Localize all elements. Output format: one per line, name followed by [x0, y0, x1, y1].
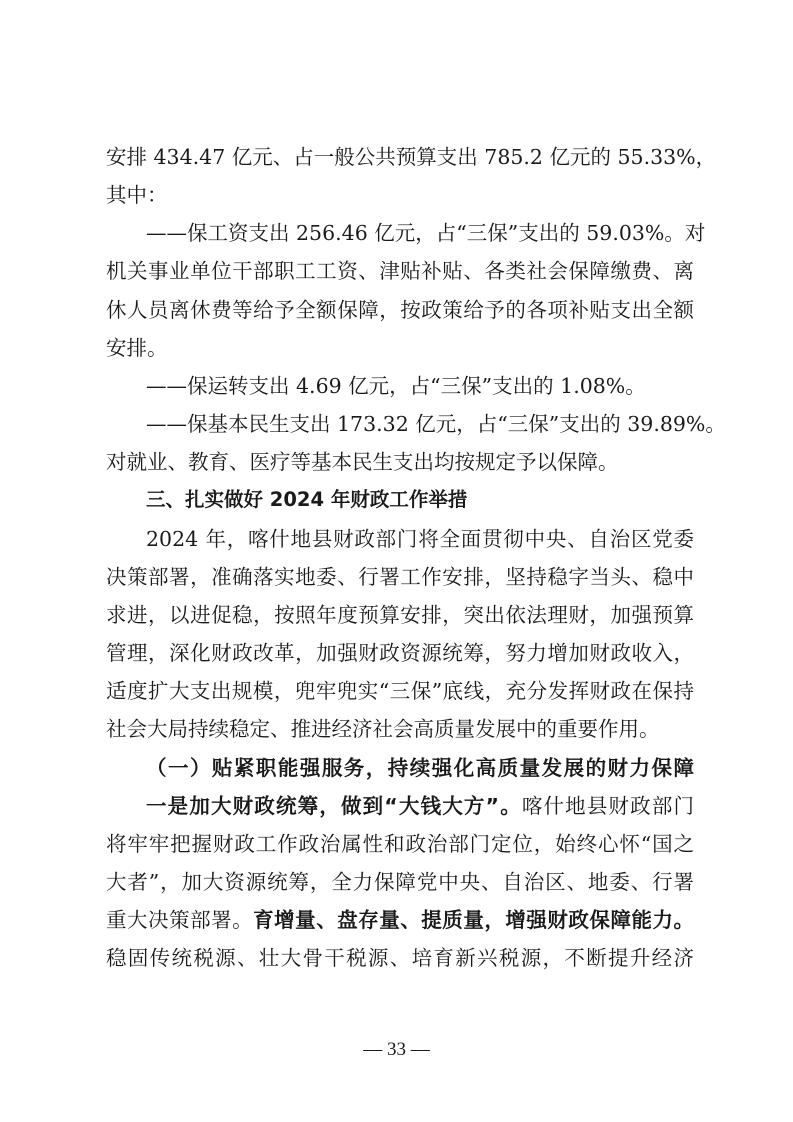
paragraph-line: 其中：: [106, 183, 168, 207]
paragraph-line: ——保工资支出 256.46 亿元，占“三保”支出的 59.03%。对: [146, 221, 706, 245]
paragraph-line: 求进，以进促稳，按照年度预算安排，突出依法理财，加强预算: [106, 603, 694, 627]
paragraph-line: 安排。: [106, 336, 168, 360]
paragraph-line: ——保运转支出 4.69 亿元，占“三保”支出的 1.08%。: [146, 374, 646, 398]
bold-lead-text: 一是加大财政统筹，做到“大钱大方”。: [146, 794, 522, 818]
paragraph-line: [146, 792, 694, 820]
paragraph-line: 适度扩大支出规模，兜牢兜实“三保”底线，充分发挥财政在保持: [106, 679, 694, 703]
paragraph-line: 2024 年，喀什地县财政部门将全面贯彻中央、自治区党委: [146, 527, 694, 551]
paragraph-line: 决策部署，准确落实地委、行署工作安排，坚持稳字当头、稳中: [106, 565, 694, 589]
paragraph-line: ——保基本民生支出 173.32 亿元，占“三保”支出的 39.89%。: [146, 412, 726, 436]
paragraph-line: 社会大局持续稳定、推进经济社会高质量发展中的重要作用。: [106, 717, 660, 741]
paragraph-line: 管理，深化财政改革，加强财政资源统筹，努力增加财政收入，: [106, 641, 694, 665]
paragraph-line: 大者”，加大资源统筹，全力保障党中央、自治区、地委、行署: [106, 870, 694, 894]
page-number: — 33 —: [363, 1039, 430, 1060]
paragraph-line: 稳固传统税源、壮大骨干税源、培育新兴税源，不断提升经济: [106, 946, 694, 970]
paragraph-line: 休人员离休费等给予全额保障，按政策给予的各项补贴支出全额: [106, 298, 694, 322]
section-heading: 三、扎实做好 2024 年财政工作举措: [146, 488, 468, 511]
paragraph-line: 将牢牢把握财政工作政治属性和政治部门定位，始终心怀“国之: [106, 832, 694, 856]
paragraph-line: 对就业、教育、医疗等基本民生支出均按规定予以保障。: [106, 450, 619, 474]
paragraph-text: 重大决策部署。: [106, 908, 254, 932]
subsection-heading: （一）贴紧职能强服务，持续强化高质量发展的财力保障: [146, 756, 694, 780]
paragraph-line: 安排 434.47 亿元、占一般公共预算支出 785.2 亿元的 55.33%，: [106, 145, 717, 169]
bold-emphasis-text: 育增量、盘存量、提质量，增强财政保障能力。: [253, 908, 695, 932]
paragraph-line: [106, 906, 694, 934]
paragraph-text: 喀什地县财政部门: [521, 794, 694, 818]
paragraph-line: 机关事业单位干部职工工资、津贴补贴、各类社会保障缴费、离: [106, 259, 694, 283]
